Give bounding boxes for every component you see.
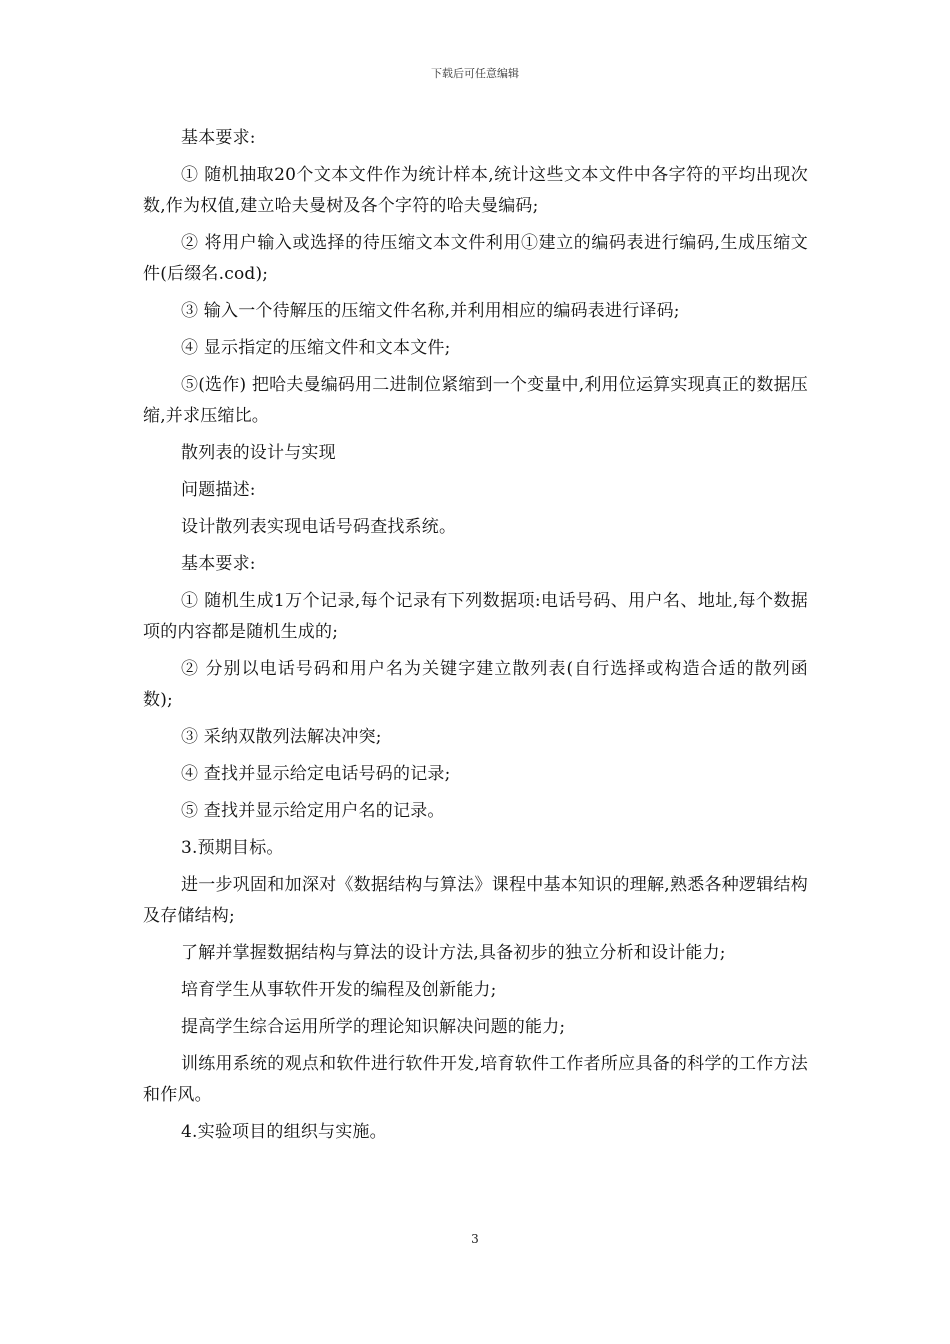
page-number: 3: [471, 1232, 479, 1246]
paragraph: 问题描述:: [181, 480, 256, 500]
paragraph: 培育学生从事软件开发的编程及创新能力;: [181, 980, 497, 1000]
paragraph: ① 随机生成1万个记录,每个记录有下列数据项:电话号码、用户名、地址,每个数据项的内容都是随机生成的;: [143, 591, 808, 642]
section-heading: 3.预期目标。: [181, 838, 284, 858]
paragraph: ① 随机抽取20个文本文件作为统计样本,统计这些文本文件中各字符的平均出现次数,作为权值,建立哈夫曼树及各个字符的哈夫曼编码;: [143, 165, 808, 216]
paragraph: ② 将用户输入或选择的待压缩文本文件利用①建立的编码表进行编码,生成压缩文件(后缀名.cod);: [143, 233, 808, 284]
paragraph: 进一步巩固和加深对《数据结构与算法》课程中基本知识的理解,熟悉各种逻辑结构及存储结构;: [143, 875, 808, 926]
paragraph: 设计散列表实现电话号码查找系统。: [181, 517, 457, 537]
paragraph: ⑤(选作) 把哈夫曼编码用二进制位紧缩到一个变量中,利用位运算实现真正的数据压缩,并求压缩比。: [143, 375, 808, 426]
paragraph: 提高学生综合运用所学的理论知识解决问题的能力;: [181, 1017, 566, 1037]
paragraph: 基本要求:: [181, 128, 256, 148]
paragraph: ③ 采纳双散列法解决冲突;: [181, 727, 382, 747]
paragraph: ② 分别以电话号码和用户名为关键字建立散列表(自行选择或构造合适的散列函数);: [143, 659, 808, 710]
paragraph: ⑤ 查找并显示给定用户名的记录。: [181, 801, 445, 821]
paragraph: ③ 输入一个待解压的压缩文件名称,并利用相应的编码表进行译码;: [181, 301, 680, 321]
paragraph: ④ 查找并显示给定电话号码的记录;: [181, 764, 451, 784]
paragraph: 了解并掌握数据结构与算法的设计方法,具备初步的独立分析和设计能力;: [181, 943, 726, 963]
paragraph: 训练用系统的观点和软件进行软件开发,培育软件工作者所应具备的科学的工作方法和作风。: [143, 1054, 808, 1105]
document-body: [143, 123, 808, 1154]
paragraph: ④ 显示指定的压缩文件和文本文件;: [181, 338, 451, 358]
paragraph: 基本要求:: [181, 554, 256, 574]
section-heading: 散列表的设计与实现: [181, 443, 336, 463]
page-header: 下载后可任意编辑: [431, 67, 519, 80]
section-heading: 4.实验项目的组织与实施。: [181, 1122, 387, 1142]
